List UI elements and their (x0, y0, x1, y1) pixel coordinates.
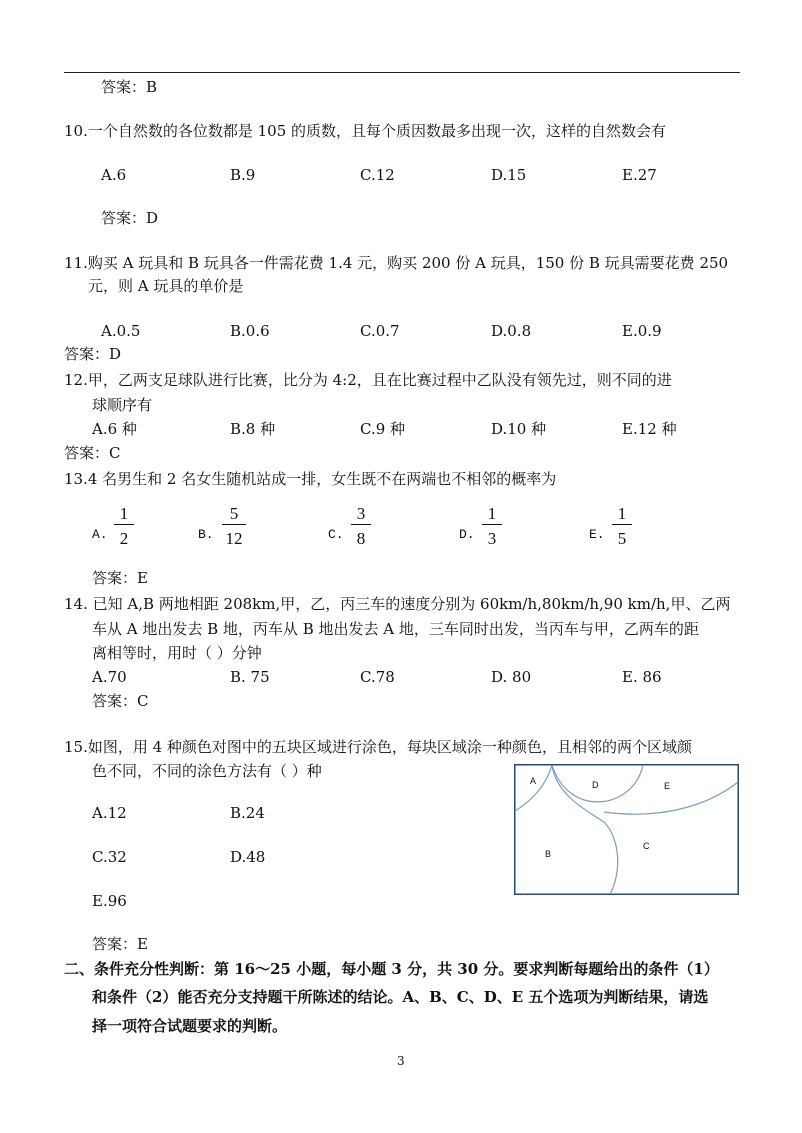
q13-option-a-fraction (114, 505, 134, 547)
q13-option-b-fraction (222, 505, 246, 547)
header-rule (64, 72, 740, 73)
q11-option-d: D.0.8 (491, 322, 532, 340)
q10-option-b: B.9 (230, 166, 256, 184)
q11-answer: 答案：D (64, 345, 122, 363)
q14-option-a: A.70 (92, 668, 127, 686)
q14-stem-line3: 离相等时，用时（ ）分钟 (92, 644, 262, 662)
q13-option-e-numerator: 1 (617, 504, 627, 523)
q10-answer: 答案：D (101, 209, 159, 227)
q11-option-e: E.0.9 (622, 322, 662, 340)
region-label-b: B (545, 849, 552, 859)
q12-option-a: A.6 种 (92, 420, 137, 438)
q13-option-c-denominator: 8 (356, 529, 366, 548)
region-label-e: E (664, 781, 671, 791)
q14-option-e: E. 86 (622, 668, 662, 686)
q13-option-c-numerator: 3 (356, 504, 366, 523)
q13-option-c-label: C. (328, 527, 344, 542)
page-number: 3 (397, 1054, 405, 1068)
q10-option-d: D.15 (491, 166, 527, 184)
q15-answer: 答案：E (92, 935, 148, 953)
q13-option-a-label: A. (92, 527, 108, 542)
q13-option-d-numerator: 1 (487, 504, 497, 523)
q15-option-a: A.12 (92, 804, 127, 822)
answer-prev: 答案：B (101, 78, 158, 96)
q15-option-c: C.32 (92, 848, 127, 866)
q12-answer: 答案：C (64, 444, 121, 462)
section2-line1: 二、条件充分性判断：第 16～25 小题，每小题 3 分，共 30 分。要求判断每题给出的条件（1） (64, 960, 719, 978)
q15-region-diagram (514, 764, 739, 895)
q11-option-a: A.0.5 (101, 322, 141, 340)
q15-option-d: D.48 (230, 848, 266, 866)
q13-option-c-fraction (351, 505, 371, 547)
region-label-d: D (592, 780, 599, 790)
q11-option-c: C.0.7 (360, 322, 400, 340)
q12-stem-line2: 球顺序有 (92, 396, 153, 414)
q13-option-e-denominator: 5 (617, 529, 627, 548)
q13-option-d-fraction (482, 505, 502, 547)
region-label-c: C (643, 841, 650, 851)
q14-option-d: D. 80 (491, 668, 532, 686)
q12-option-b: B.8 种 (230, 420, 276, 438)
q10-stem: 10.一个自然数的各位数都是 105 的质数，且每个质因数最多出现一次，这样的自然数会有 (64, 122, 667, 140)
q10-option-a: A.6 (101, 166, 127, 184)
q11-option-b: B.0.6 (230, 322, 270, 340)
q14-stem-line1: 14. 已知 A,B 两地相距 208km,甲，乙，丙三车的速度分别为 60km/h,80km/h,90 km/h,甲、乙两 (64, 595, 731, 613)
q13-option-d-label: D. (459, 527, 475, 542)
q13-option-b-label: B. (198, 527, 214, 542)
q12-option-d: D.10 种 (491, 420, 547, 438)
section2-line2: 和条件（2）能否充分支持题干所陈述的结论。A、B、C、D、E 五个选项为判断结果，请选 (92, 988, 709, 1006)
q15-option-e: E.96 (92, 892, 127, 910)
q13-option-a-denominator: 2 (119, 529, 129, 548)
q12-option-c: C.9 种 (360, 420, 406, 438)
q14-option-c: C.78 (360, 668, 395, 686)
q11-stem-line2: 元，则 A 玩具的单价是 (88, 277, 244, 295)
diagram-curve-e (604, 782, 738, 814)
q15-option-b: B.24 (230, 804, 265, 822)
q13-option-e-label: E. (589, 527, 605, 542)
q13-stem: 13.4 名男生和 2 名女生随机站成一排，女生既不在两端也不相邻的概率为 (64, 470, 557, 488)
q15-stem-line1: 15.如图，用 4 种颜色对图中的五块区域进行涂色，每块区域涂一种颜色，且相邻的两个区域颜 (64, 738, 692, 756)
q14-option-b: B. 75 (230, 668, 270, 686)
region-label-a: A (530, 776, 537, 786)
diagram-curve-a (515, 765, 552, 811)
q15-stem-line2: 色不同，不同的涂色方法有（ ）种 (92, 762, 322, 780)
q12-stem-line1: 12.甲，乙两支足球队进行比赛，比分为 4:2，且在比赛过程中乙队没有领先过，则不同的进 (64, 371, 672, 389)
q11-stem-line1: 11.购买 A 玩具和 B 玩具各一件需花费 1.4 元，购买 200 份 A 玩具，150 份 B 玩具需要花费 250 (64, 254, 729, 272)
q10-option-c: C.12 (360, 166, 395, 184)
diagram-frame (515, 765, 739, 895)
q13-option-b-denominator: 12 (225, 529, 243, 548)
q14-stem-line2: 车从 A 地出发去 B 地，丙车从 B 地出发去 A 地，三车同时出发，当丙车与甲，乙两车的距 (92, 620, 699, 638)
q14-answer: 答案：C (92, 692, 149, 710)
q13-option-a-numerator: 1 (119, 504, 129, 523)
q13-answer: 答案：E (92, 569, 148, 587)
q12-option-e: E.12 种 (622, 420, 677, 438)
q13-option-d-denominator: 3 (487, 529, 497, 548)
section2-line3: 择一项符合试题要求的判断。 (92, 1017, 288, 1035)
q10-option-e: E.27 (622, 166, 657, 184)
q13-option-b-numerator: 5 (229, 504, 239, 523)
q13-option-e-fraction (612, 505, 632, 547)
